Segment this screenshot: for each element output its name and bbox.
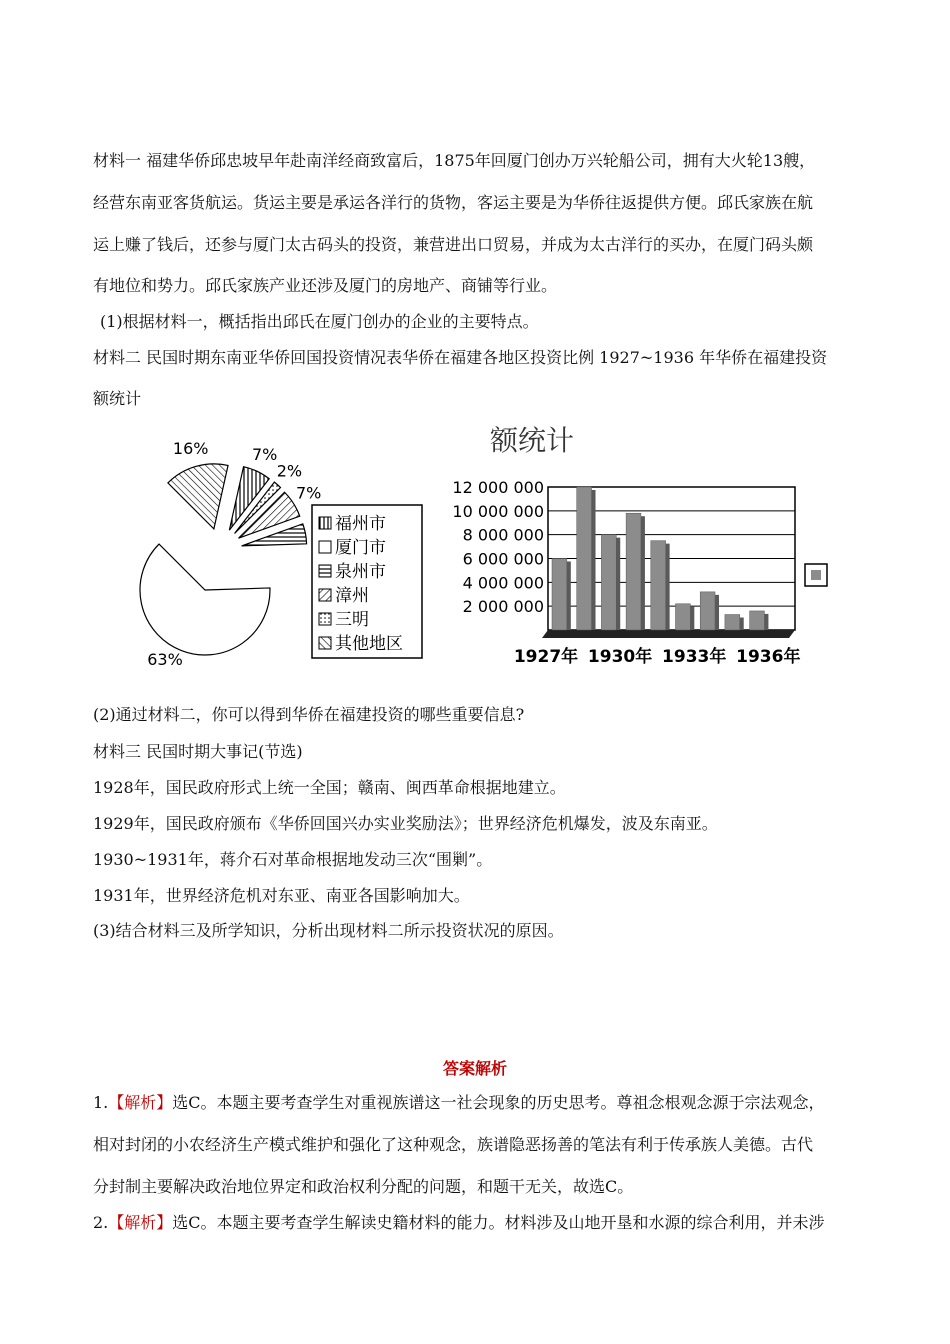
bar-1934年 — [725, 615, 740, 630]
legend-swatch-三明 — [319, 613, 331, 625]
answer-2-line-1 — [93, 1213, 825, 1233]
material1-line-1: 材料一 福建华侨邱忠坡早年赴南洋经商致富后，1875年回厦门创办万兴轮船公司，拥有大火轮13艘， — [93, 151, 816, 170]
answer-2-number: 2. — [93, 1213, 109, 1232]
legend-swatch-漳州 — [319, 589, 331, 601]
bar-y-tick-label: 2 000 000 — [462, 597, 544, 617]
event-3: 1930~1931年，蒋介石对革命根据地发动三次“围剿”。 — [93, 850, 493, 869]
legend-label-厦门市: 厦门市 — [335, 538, 386, 558]
bar-x-tick-label: 1933年 — [662, 647, 727, 667]
pie-slice-厦门市 — [140, 544, 270, 655]
bar-side-1935年 — [764, 614, 768, 630]
pie-label-厦门市: 63% — [147, 650, 183, 669]
material1-line-2: 经营东南亚客货航运。货运主要是承运各洋行的货物，客运主要是为华侨往返提供方便。邱氏家族在航 — [93, 193, 814, 212]
legend-label-三明: 三明 — [335, 610, 369, 630]
answer-1-tag: 【解析】 — [108, 1093, 173, 1112]
answer-1-line-3: 分封制主要解决政治地位界定和政治权利分配的问题，和题干无关，故选C。 — [93, 1177, 634, 1196]
legend-swatch-其他地区 — [319, 637, 331, 649]
material2-line-1: 材料二 民国时期东南亚华侨回国投资情况表华侨在福建各地区投资比例 1927~1936 年华侨在福建投资 — [93, 348, 828, 367]
pie-slice-其他地区 — [168, 464, 228, 529]
material1-line-3: 运上赚了钱后，还参与厦门太古码头的投资，兼营进出口贸易，并成为太古洋行的买办，在厦门码头颇 — [93, 235, 814, 254]
bar-1932年 — [676, 604, 691, 630]
pie-label-其他地区: 16% — [172, 439, 209, 459]
bar-side-1930年 — [641, 516, 645, 630]
bar-side-1932年 — [690, 607, 694, 630]
bar-x-tick-label: 1927年 — [513, 647, 579, 667]
question-3: (3)结合材料三及所学知识，分析出现材料二所示投资状况的原因。 — [93, 921, 564, 940]
bar-x-tick-label: 1936年 — [736, 647, 801, 667]
bar-1935年 — [750, 611, 765, 630]
bar-side-1933年 — [715, 595, 719, 630]
pie-label-福州市: 7% — [252, 444, 278, 464]
material3-title: 材料三 民国时期大事记(节选) — [93, 742, 303, 761]
legend-label-福州市: 福州市 — [335, 514, 386, 534]
bar-side-1929年 — [616, 538, 620, 630]
answer-2-tag: 【解析】 — [108, 1213, 173, 1232]
bar-y-tick-label: 4 000 000 — [462, 573, 544, 593]
question-2: (2)通过材料二，你可以得到华侨在福建投资的哪些重要信息? — [93, 705, 525, 724]
bar-floor — [542, 630, 795, 638]
legend-label-泉州市: 泉州市 — [335, 562, 386, 582]
answer-1-line-1 — [93, 1093, 825, 1113]
bar-side-1928年 — [592, 490, 596, 630]
question-1: (1)根据材料一，概括指出邱氏在厦门创办的企业的主要特点。 — [100, 312, 539, 331]
bar-side-1931年 — [666, 544, 670, 630]
bar-y-tick-label: 12 000 000 — [452, 478, 544, 497]
event-1: 1928年，国民政府形式上统一全国；赣南、闽西革命根据地建立。 — [93, 778, 566, 797]
legend-label-其他地区: 其他地区 — [335, 634, 403, 654]
pie-chart — [135, 439, 435, 680]
material2-line-2: 额统计 — [93, 389, 142, 408]
bar-side-1934年 — [740, 618, 744, 630]
bar-1930年 — [626, 513, 641, 630]
bar-y-tick-label: 6 000 000 — [462, 549, 544, 569]
legend-swatch-福州市 — [319, 517, 331, 529]
bar-chart — [440, 420, 840, 680]
bar-1927年 — [552, 559, 567, 631]
answer-1-number: 1. — [93, 1093, 109, 1112]
bar-chart-title: 额统计 — [490, 424, 575, 457]
bar-1928年 — [577, 487, 592, 630]
pie-label-三明: 2% — [276, 461, 303, 481]
bar-1929年 — [601, 535, 616, 630]
event-4: 1931年，世界经济危机对东亚、南亚各国影响加大。 — [93, 886, 470, 905]
bar-1931年 — [651, 541, 666, 630]
answer-1-text-1: 选C。本题主要考查学生对重视族谱这一社会现象的历史思考。尊祖念根观念源于宗法观念， — [172, 1093, 825, 1112]
legend-label-漳州: 漳州 — [335, 586, 369, 606]
legend-swatch-泉州市 — [319, 565, 331, 577]
bar-y-tick-label: 10 000 000 — [452, 501, 544, 521]
bar-side-1927年 — [567, 562, 571, 631]
material1-line-4: 有地位和势力。邱氏家族产业还涉及厦门的房地产、商铺等行业。 — [93, 276, 558, 295]
legend-swatch-厦门市 — [319, 541, 331, 553]
pie-label-漳州: 7% — [295, 483, 322, 503]
event-2: 1929年，国民政府颁布《华侨回国兴办实业奖励法》；世界经济危机爆发，波及东南亚。 — [93, 814, 718, 833]
answer-1-line-2: 相对封闭的小农经济生产模式维护和强化了这种观念，族谱隐恶扬善的笔法有利于传承族人美德。古代 — [93, 1135, 814, 1154]
answer-heading: 答案解析 — [442, 1059, 507, 1078]
answer-2-text-1: 选C。本题主要考查学生解读史籍材料的能力。材料涉及山地开垦和水源的综合利用，并未涉 — [172, 1213, 825, 1232]
bar-x-tick-label: 1930年 — [587, 647, 653, 667]
bar-1933年 — [700, 592, 715, 630]
bar-y-tick-label: 8 000 000 — [462, 525, 544, 545]
legend-marker-icon — [805, 564, 827, 586]
